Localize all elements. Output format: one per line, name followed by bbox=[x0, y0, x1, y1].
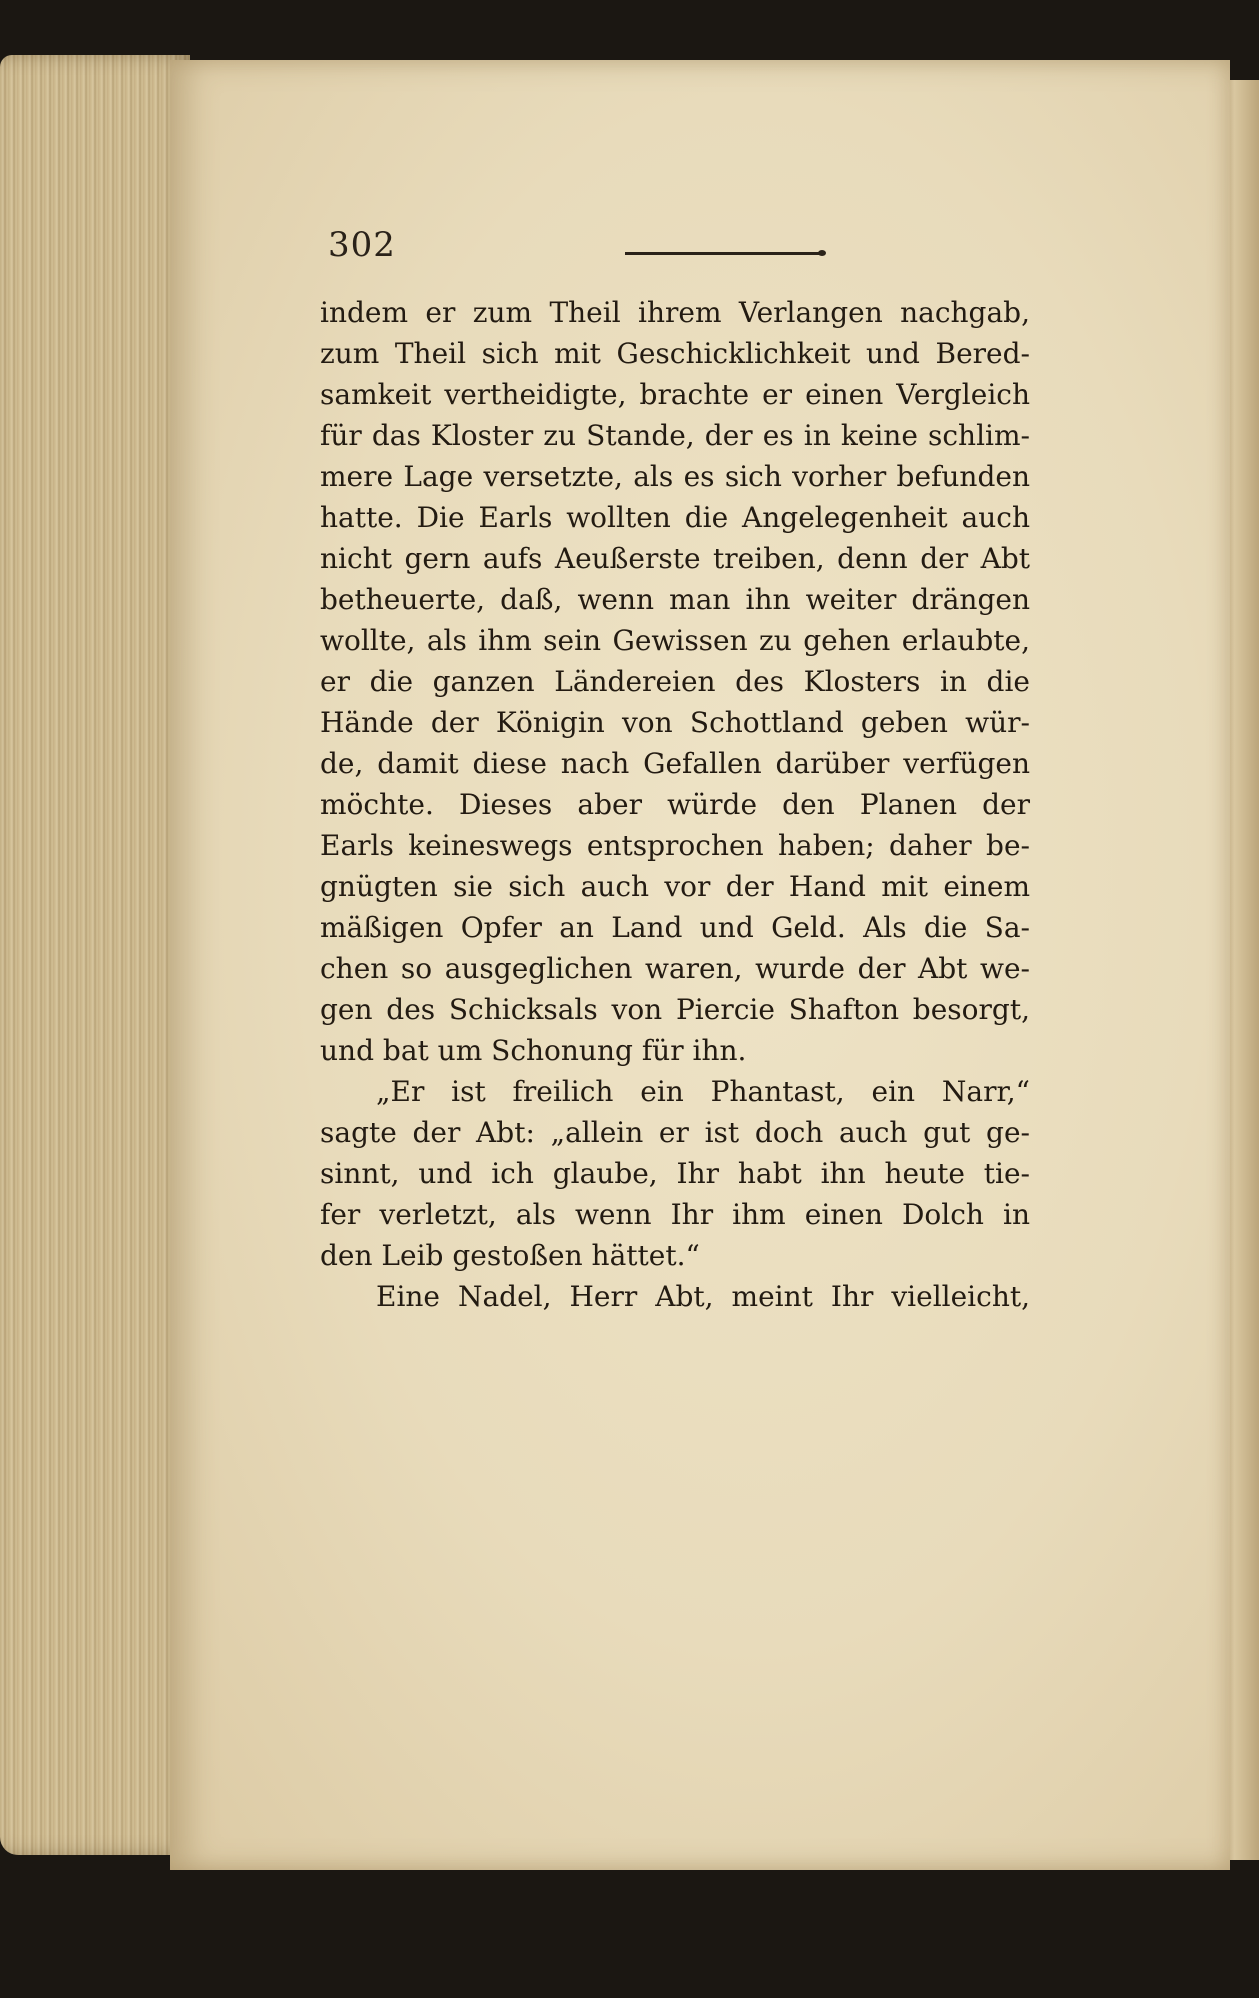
text-line: samkeit vertheidigte, brachte er einen Vergleich bbox=[320, 378, 1030, 411]
text-line: hatte. Die Earls wollten die Angelegenheit auch bbox=[320, 501, 1030, 534]
text-line: er die ganzen Ländereien des Klosters in die bbox=[320, 665, 1030, 698]
text-line: zum Theil sich mit Geschicklichkeit und Bered- bbox=[320, 337, 1030, 370]
text-line: Earls keineswegs entsprochen haben; daher be- bbox=[320, 829, 1030, 862]
text-line: mäßigen Opfer an Land und Geld. Als die Sa- bbox=[320, 911, 1030, 944]
book-page bbox=[170, 60, 1230, 1870]
text-line: gnügten sie sich auch vor der Hand mit einem bbox=[320, 870, 1030, 903]
text-line: chen so ausgeglichen waren, wurde der Abt we- bbox=[320, 952, 1030, 985]
text-line: sinnt, und ich glaube, Ihr habt ihn heute tie- bbox=[320, 1157, 1030, 1190]
text-line: fer verletzt, als wenn Ihr ihm einen Dolch in bbox=[320, 1198, 1030, 1231]
text-line: betheuerte, daß, wenn man ihn weiter drängen bbox=[320, 583, 1030, 616]
text-line: sagte der Abt: „allein er ist doch auch gut ge- bbox=[320, 1116, 1030, 1149]
text-line: möchte. Dieses aber würde den Planen der bbox=[320, 788, 1030, 821]
text-line: wollte, als ihm sein Gewissen zu gehen erlaubte, bbox=[320, 624, 1030, 657]
body-text bbox=[320, 292, 1030, 1317]
page-number: 302 bbox=[328, 225, 396, 265]
text-line: mere Lage versetzte, als es sich vorher befunden bbox=[320, 460, 1030, 493]
text-line: den Leib gestoßen hättet.“ bbox=[320, 1239, 700, 1272]
header-rule bbox=[625, 252, 820, 255]
text-line: gen des Schicksals von Piercie Shafton besorgt, bbox=[320, 993, 1030, 1026]
text-line: für das Kloster zu Stande, der es in keine schlim- bbox=[320, 419, 1030, 452]
text-line: Eine Nadel, Herr Abt, meint Ihr vielleicht, bbox=[376, 1280, 1030, 1313]
text-line: de, damit diese nach Gefallen darüber verfügen bbox=[320, 747, 1030, 780]
page-edges bbox=[0, 55, 190, 1855]
text-line: indem er zum Theil ihrem Verlangen nachgab, bbox=[320, 296, 1030, 329]
text-line: und bat um Schonung für ihn. bbox=[320, 1034, 747, 1067]
text-line: Hände der Königin von Schottland geben wür- bbox=[320, 706, 1030, 739]
text-line: nicht gern aufs Aeußerste treiben, denn der Abt bbox=[320, 542, 1030, 575]
text-line: „Er ist freilich ein Phantast, ein Narr,“ bbox=[376, 1075, 1030, 1108]
